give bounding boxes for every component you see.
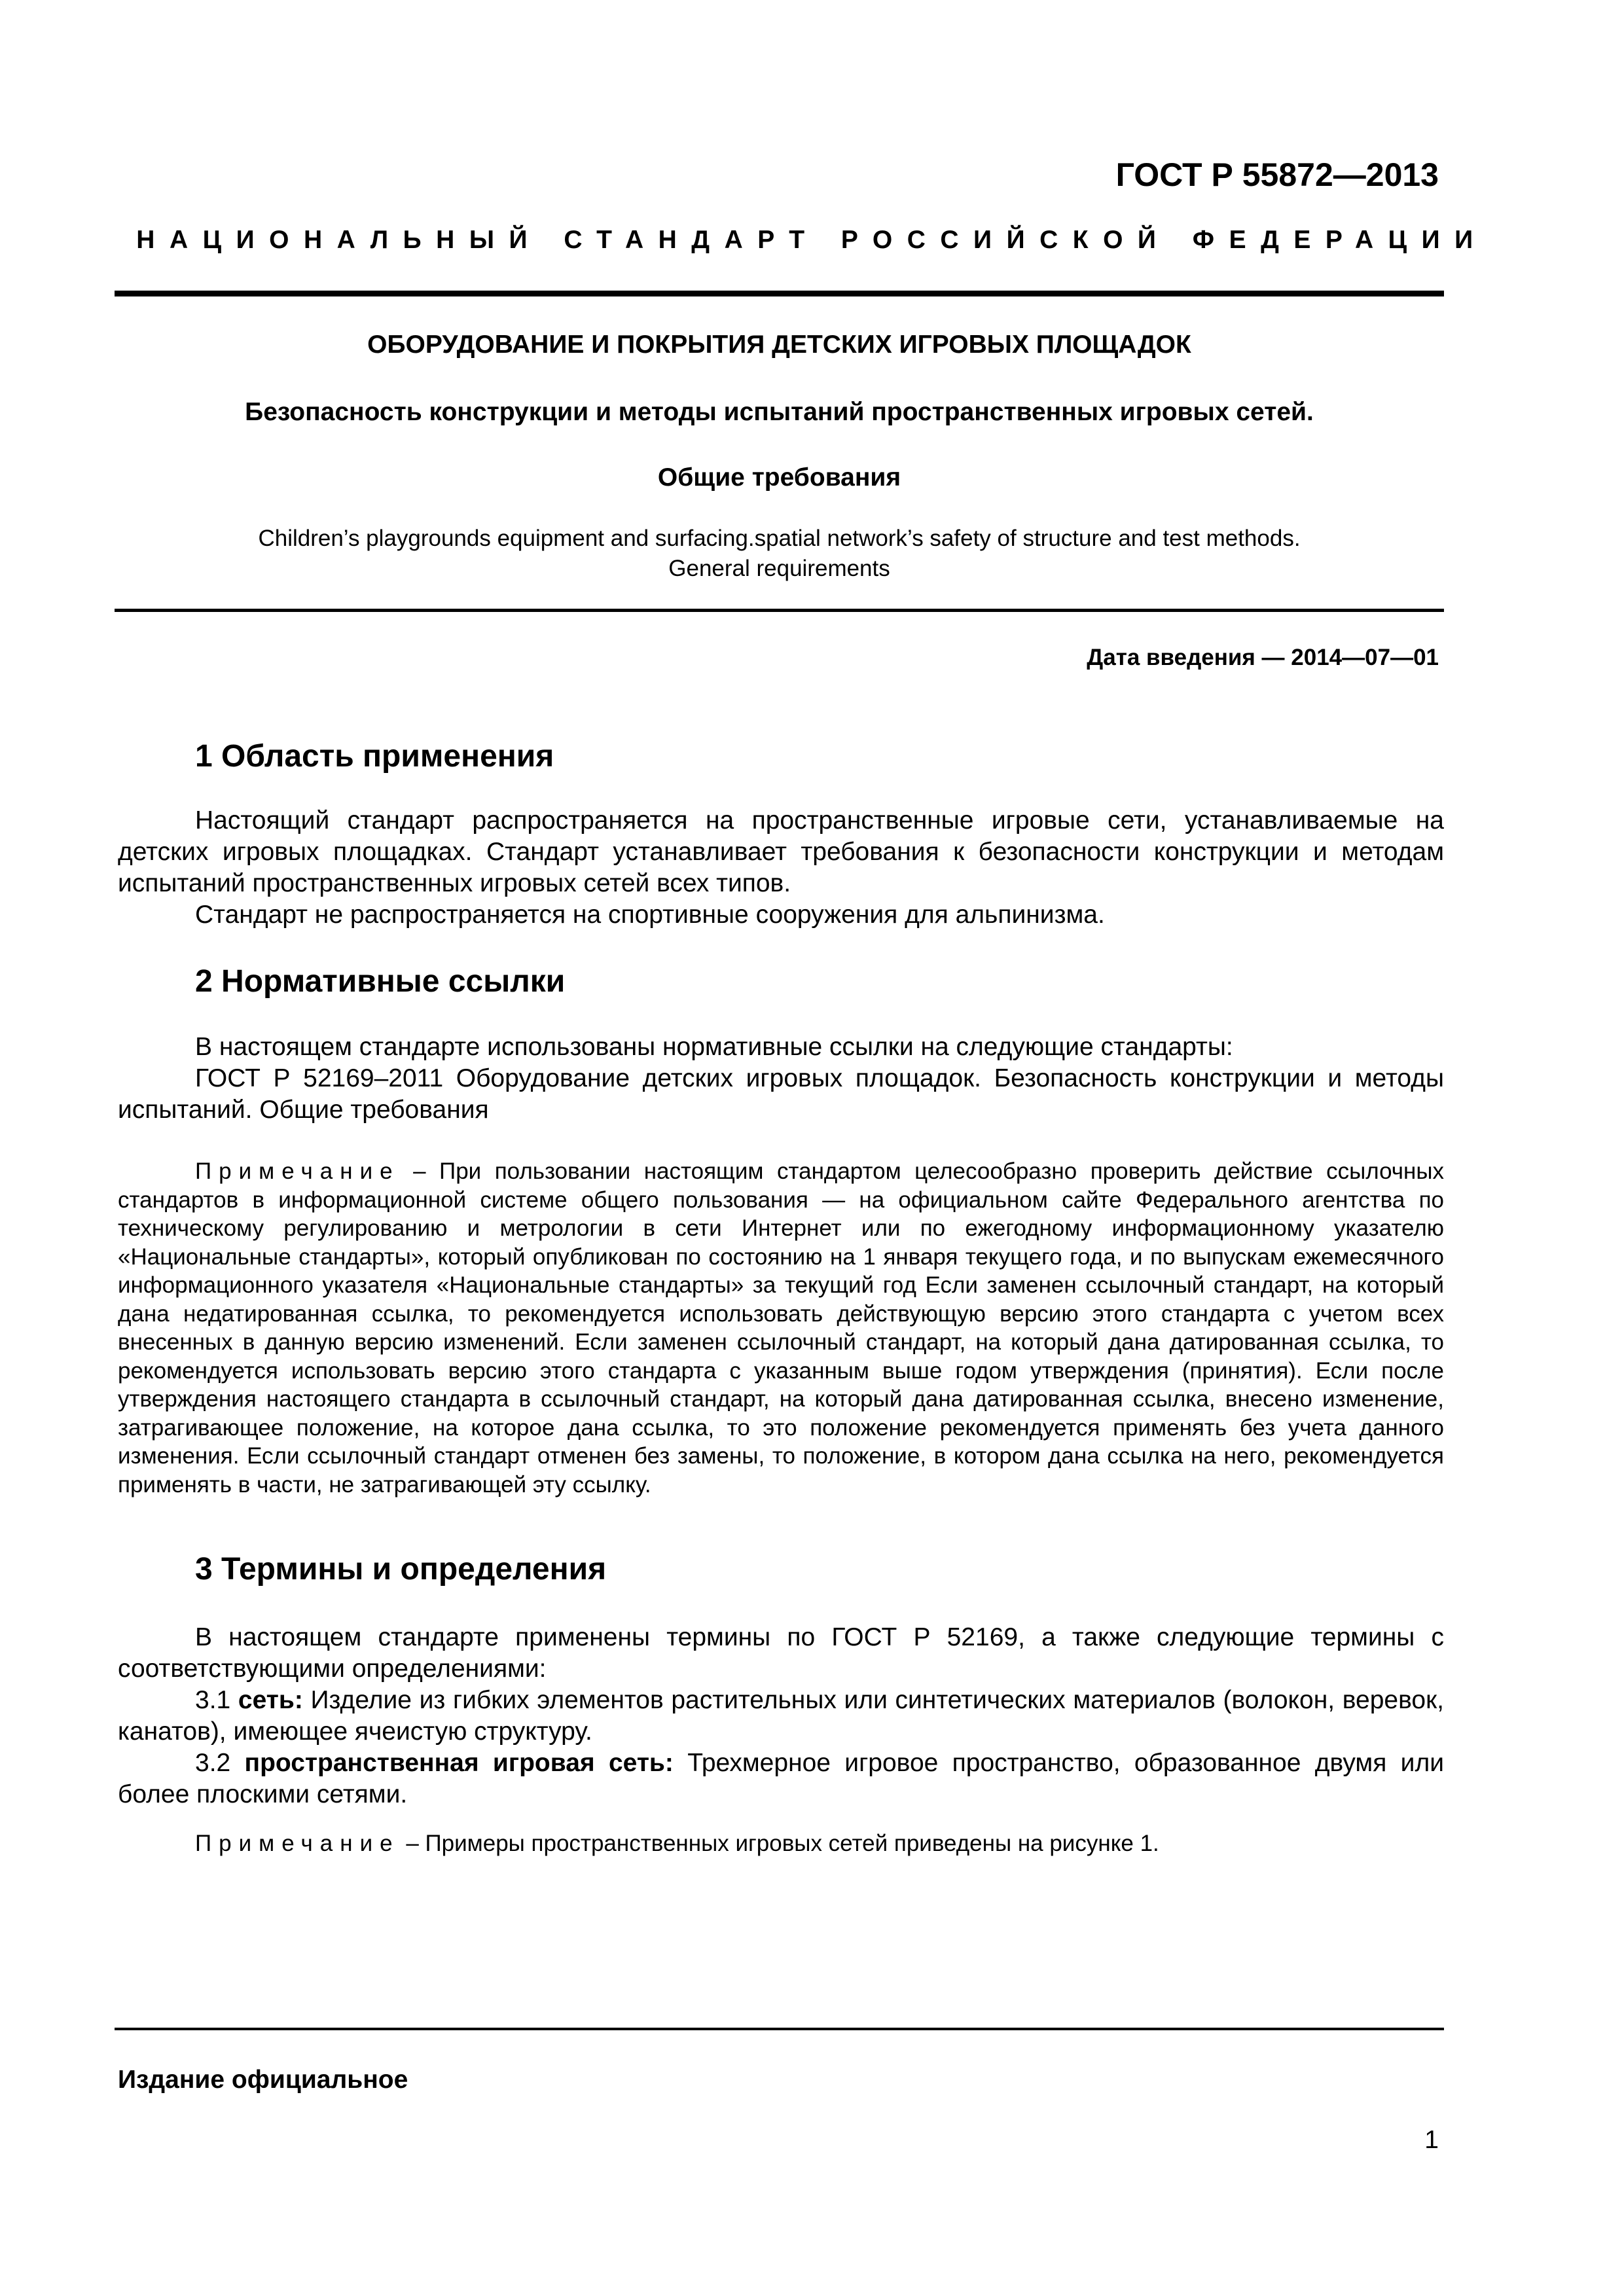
section-3-note xyxy=(118,1829,1444,1858)
section-3-paragraph-1: В настоящем стандарте применены термины по ГОСТ Р 52169, а также следующие термины с соответствующими определениями: xyxy=(118,1623,1444,1683)
section-2-note xyxy=(118,1157,1444,1499)
term-3-1-number: 3.1 xyxy=(195,1686,238,1714)
note-label: Примечание xyxy=(195,1158,400,1184)
section-1-paragraph-1: Настоящий стандарт распространяется на пространственные игровые сети, устанавливаемые на детских игровых площадках. Стандарт устанавливает требования к безопасности конструкции и методам испытаний пространственных игровых сетей всех типов. xyxy=(118,806,1444,897)
title-line-2: Безопасность конструкции и методы испытаний пространственных игровых сетей. xyxy=(245,398,1314,426)
footer-rule xyxy=(115,2028,1444,2030)
title-line-3: Общие требования xyxy=(657,463,901,492)
national-standard-label: НАЦИОНАЛЬНЫЙ СТАНДАРТ РОССИЙСКОЙ ФЕДЕРАЦИИ xyxy=(136,226,1488,254)
english-title-line-1: Children’s playgrounds equipment and surfacing.spatial network’s safety of structure and test methods. xyxy=(258,526,1301,551)
doc-number: ГОСТ Р 55872—2013 xyxy=(1115,156,1439,193)
section-2-paragraph-1: В настоящем стандарте использованы нормативные ссылки на следующие стандарты: xyxy=(195,1033,1233,1061)
term-3-1-name: сеть: xyxy=(238,1686,303,1714)
top-rule xyxy=(115,291,1444,296)
title-line-1: ОБОРУДОВАНИЕ И ПОКРЫТИЯ ДЕТСКИХ ИГРОВЫХ ПЛОЩАДОК xyxy=(367,331,1191,359)
intro-date: Дата введения — 2014—07—01 xyxy=(1087,645,1439,670)
edition-label: Издание официальное xyxy=(118,2066,408,2094)
english-title-line-2: General requirements xyxy=(668,556,890,581)
term-3-2-name: пространственная игровая сеть: xyxy=(244,1749,674,1777)
title-bottom-rule xyxy=(115,609,1444,612)
term-3-1 xyxy=(118,1685,1444,1748)
term-3-2 xyxy=(118,1748,1444,1810)
section-2-heading: 2 Нормативные ссылки xyxy=(195,964,566,999)
note-label: Примечание xyxy=(195,1831,400,1856)
section-1-heading: 1 Область применения xyxy=(195,739,554,774)
section-3-heading: 3 Термины и определения xyxy=(195,1552,607,1587)
term-3-2-definition: Трехмерное игровое пространство, образованное двумя или более плоскими сетями. xyxy=(118,1749,1444,1808)
term-3-2-number: 3.2 xyxy=(195,1749,245,1777)
page-number: 1 xyxy=(1424,2126,1439,2154)
english-title xyxy=(115,524,1444,584)
term-3-1-definition: Изделие из гибких элементов растительных или синтетических материалов (волокон, веревок, канатов), имеющее ячеистую структуру. xyxy=(118,1686,1444,1746)
note-text: – При пользовании настоящим стандартом целесообразно проверить действие ссылочных стандартов в информационной системе общего пользования — на официальном сайте Федерального агентства по техническому регулированию и метрологии в сети Интернет или по ежегодному информационному указателю «Национальные стандарты», который опубликован по состоянию на 1 января текущего года, и по выпускам ежемесячного информационного указателя «Национальные стандарты» за текущий год Если заменен ссылочный стандарт, на который дана недатированная ссылка, то рекомендуется использовать действующую версию этого стандарта с учетом всех внесенных в данную версию изменений. Если заменен ссылочный стандарт, на который дана датированная ссылка, то рекомендуется использовать версию этого стандарта с указанным выше годом утверждения (принятия). Если после утверждения настоящего стандарта в ссылочный стандарт, на который дана датированная ссылка, внесено изменение, затрагивающее положение, на которое дана ссылка, то это положение рекомендуется применять без учета данного изменения. Если ссылочный стандарт отменен без замены, то положение, в котором дана ссылка на него, рекомендуется применять в части, не затрагивающей эту ссылку. xyxy=(118,1158,1444,1498)
section-1-paragraph-2: Стандарт не распространяется на спортивные сооружения для альпинизма. xyxy=(195,901,1105,929)
note-text: – Примеры пространственных игровых сетей приведены на рисунке 1. xyxy=(399,1831,1159,1856)
section-2-paragraph-2: ГОСТ Р 52169–2011 Оборудование детских игровых площадок. Безопасность конструкции и методы испытаний. Общие требования xyxy=(118,1064,1444,1124)
